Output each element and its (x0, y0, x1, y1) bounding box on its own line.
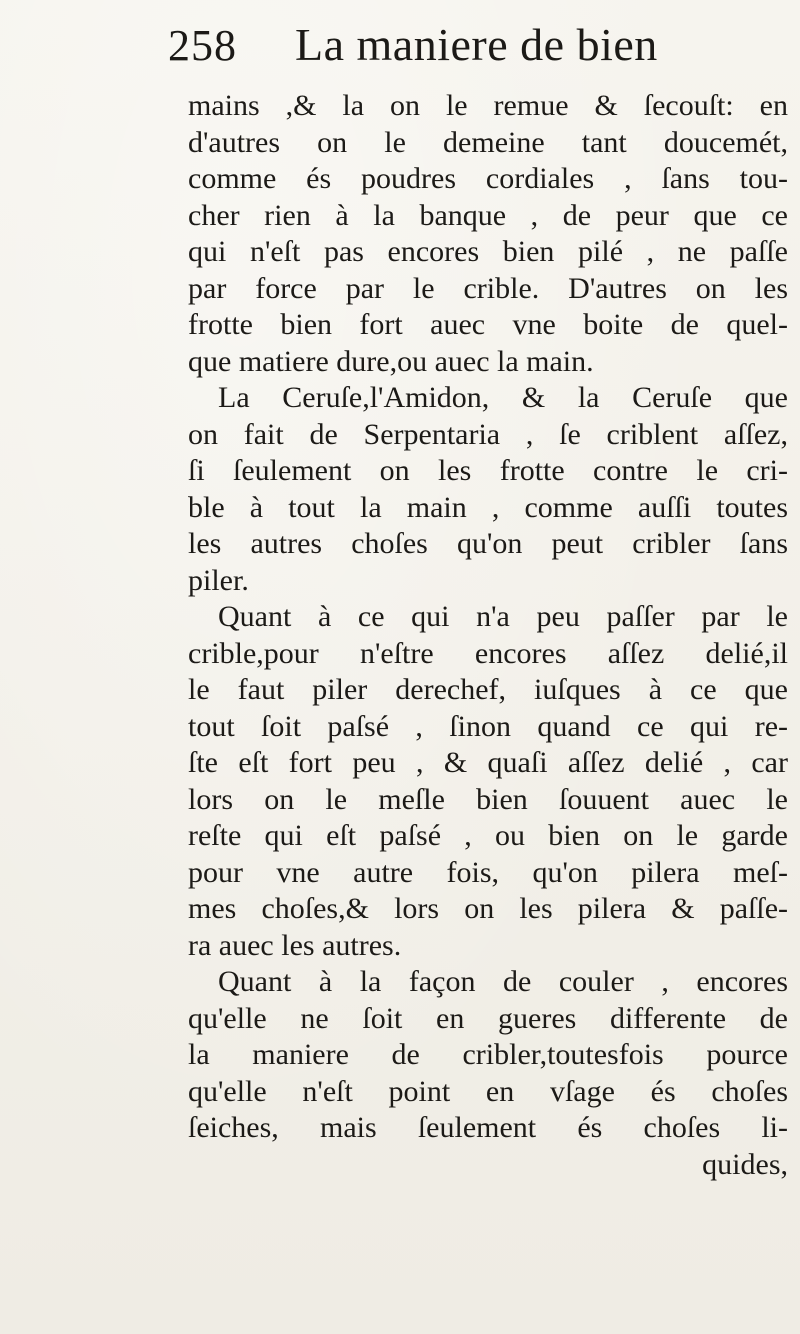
text-line: Quant à ce qui n'a peu paſſer par le (218, 600, 788, 633)
text-line: crible,pour n'eſtre encores aſſez delié,il (188, 636, 788, 670)
text-line: on fait de Serpentaria , ſe criblent aſſez, (188, 417, 788, 451)
text-line: mains ,& la on le remue & ſecouſt: en (188, 89, 788, 122)
body-text (188, 88, 788, 1183)
text-line: quides, (702, 1147, 788, 1181)
text-line: frotte bien fort auec vne boite de quel- (188, 308, 788, 341)
text-line: que matiere dure,ou auec la main. (188, 344, 594, 378)
text-line: Quant à la façon de couler , encores (218, 965, 788, 998)
text-line: ra auec les autres. (188, 928, 402, 962)
text-line: La Ceruſe,l'Amidon, & la Ceruſe que (218, 381, 788, 414)
text-line: ble à tout la main , comme auſſi toutes (188, 490, 788, 524)
text-line: la maniere de cribler,toutesfois pource (188, 1038, 788, 1071)
text-line: ſeiches, mais ſeulement és choſes li- (188, 1111, 788, 1144)
text-line: le faut piler derechef, iuſques à ce que (188, 673, 788, 706)
text-line: comme és poudres cordiales , ſans tou- (188, 162, 788, 195)
text-line: piler. (188, 563, 249, 597)
text-line: d'autres on le demeine tant doucemét, (188, 125, 788, 159)
text-line: pour vne autre fois, qu'on pilera meſ- (188, 855, 788, 889)
text-line: cher rien à la banque , de peur que ce (188, 198, 788, 232)
running-head: La maniere de bien (295, 19, 658, 70)
text-line: qu'elle ne ſoit en gueres differente de (188, 1001, 788, 1035)
text-line: qui n'eſt pas encores bien pilé , ne paſſe (188, 235, 788, 268)
text-line: reſte qui eſt paſsé , ou bien on le garde (188, 819, 788, 852)
text-line: qu'elle n'eſt point en vſage és choſes (188, 1074, 788, 1108)
page-number: 258 (168, 21, 237, 70)
text-line: ſi ſeulement on les frotte contre le cri- (188, 454, 788, 487)
text-line: les autres choſes qu'on peut cribler ſans (188, 527, 788, 560)
text-line: par force par le crible. D'autres on les (188, 271, 788, 305)
text-line: lors on le meſle bien ſouuent auec le (188, 782, 788, 816)
page-header (168, 18, 658, 88)
text-line: ſte eſt fort peu , & quaſi aſſez delié , car (188, 746, 788, 779)
text-line: mes choſes,& lors on les pilera & paſſe- (188, 892, 788, 925)
text-line: tout ſoit paſsé , ſinon quand ce qui re- (188, 709, 788, 743)
